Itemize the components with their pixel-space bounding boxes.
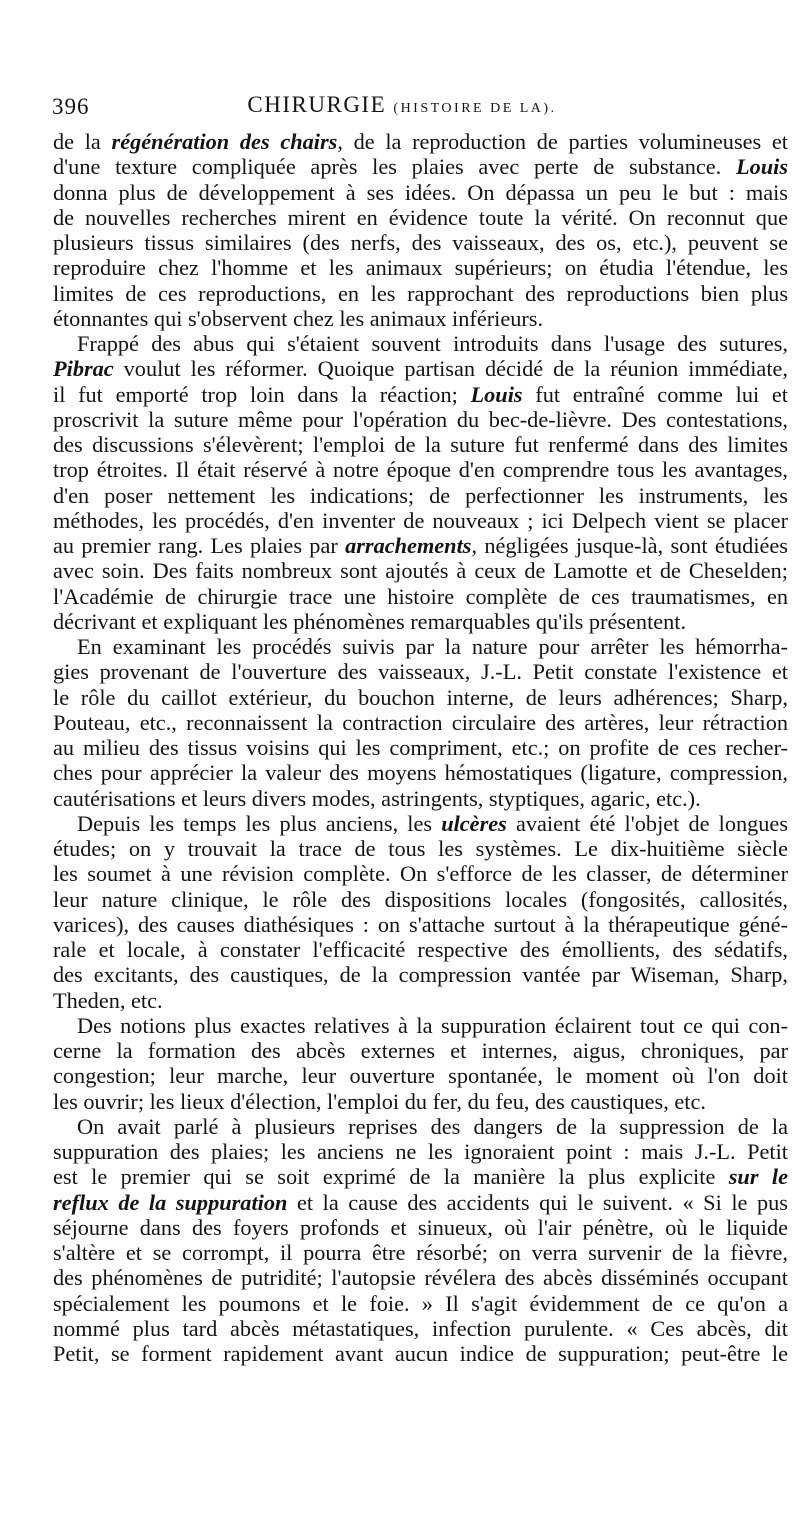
- text-run: voulut les réformer. Quoique partisan décidé de la réunion immédiate,: [113, 356, 788, 382]
- text-run: leur nature clinique, le rôle des dispositions locales (fongosités, callosités,: [53, 886, 788, 912]
- text-run: ches pour apprécier la valeur des moyens hémostatiques (ligature, compression,: [53, 760, 788, 786]
- text-line: [53, 836, 788, 861]
- text-line: [53, 306, 788, 331]
- text-line: [53, 230, 788, 255]
- text-line: [53, 962, 788, 987]
- text-run: On avait parlé à plusieurs reprises des dangers de la suppression de la: [77, 1113, 788, 1139]
- text-run: cautérisations et leurs divers modes, astringents, styptiques, agaric, etc.).: [53, 785, 701, 811]
- text-line: [53, 1013, 788, 1038]
- text-run: nommé plus tard abcès métastatiques, infection purulente. « Ces abcès, dit: [53, 1315, 788, 1341]
- italic-term: ulcères: [441, 810, 507, 836]
- chapter-subtitle: (HISTOIRE DE LA).: [393, 101, 557, 116]
- italic-term: Pibrac: [53, 356, 114, 382]
- text-run: il fut emporté trop loin dans la réaction;: [53, 381, 471, 407]
- text-line: [53, 1215, 788, 1240]
- text-line: [53, 861, 788, 886]
- text-line: [53, 1063, 788, 1088]
- text-run: cerne la formation des abcès externes et internes, aigus, chroniques, par: [53, 1038, 788, 1063]
- text-run: de nouvelles recherches mirent en évidence toute la vérité. On reconnut que: [53, 204, 788, 230]
- text-line: [53, 180, 788, 205]
- text-line: [53, 786, 788, 811]
- text-run: fut entraîné comme lui et: [522, 381, 788, 407]
- text-line: [53, 483, 788, 508]
- text-run: , négligées jusque-là, sont étudiées: [471, 533, 788, 558]
- text-run: Pouteau, etc., reconnaissent la contraction circulaire des artères, leur rétraction: [53, 709, 788, 735]
- text-run: de la: [53, 129, 112, 154]
- text-line: [53, 1139, 788, 1164]
- text-line: [53, 1089, 788, 1114]
- text-line: [53, 154, 788, 179]
- text-run: d'en poser nettement les indications; de perfectionner les instruments, les: [53, 482, 788, 508]
- text-run: avec soin. Des faits nombreux sont ajoutés à ceux de Lamotte et de Cheselden;: [53, 558, 788, 584]
- text-line: [53, 584, 788, 609]
- text-line: [53, 1164, 788, 1189]
- running-title: [52, 92, 752, 118]
- text-run: s'altère et se corrompt, il pourra être résorbé; on verra survenir de la fièvre,: [53, 1240, 788, 1265]
- text-run: trop étroites. Il était réservé à notre époque d'en comprendre tous les avantages,: [53, 457, 788, 483]
- text-run: Petit, se forment rapidement avant aucun indice de suppuration; peut-être le: [53, 1341, 788, 1366]
- text-line: [53, 685, 788, 710]
- text-run: des discussions s'élevèrent; l'emploi de la suture fut renfermé dans des limites: [53, 432, 788, 457]
- text-line: [53, 937, 788, 962]
- italic-term: régénération des chairs: [111, 129, 338, 154]
- text-line: [53, 205, 788, 230]
- text-line: [53, 1038, 788, 1063]
- text-run: Depuis les temps les plus anciens, les: [77, 810, 442, 836]
- text-line: [53, 1114, 788, 1139]
- text-run: gies provenant de l'ouverture des vaisseaux, J.-L. Petit constate l'existence et: [53, 659, 788, 685]
- chapter-title: CHIRURGIE: [247, 92, 387, 117]
- text-run: au premier rang. Les plaies par: [53, 533, 346, 558]
- body-text: [53, 129, 788, 1366]
- text-run: l'Académie de chirurgie trace une histoire complète de ces traumatismes, en: [53, 583, 788, 609]
- text-line: [53, 281, 788, 306]
- text-line: [53, 760, 788, 785]
- text-run: est le premier qui se soit exprimé de la manière la plus explicite: [53, 1164, 729, 1190]
- text-run: reproduire chez l'homme et les animaux supérieurs; on étudia l'étendue, les: [53, 255, 788, 281]
- italic-term: arrachements: [345, 533, 472, 558]
- text-run: méthodes, les procédés, d'en inventer de nouveaux ; ici Delpech vient se placer: [53, 507, 788, 533]
- text-run: d'une texture compliquée après les plaies avec perte de substance.: [53, 154, 736, 180]
- text-line: [53, 1341, 788, 1366]
- text-run: proscrivit la suture même pour l'opération du bec-de-lièvre. Des contestations,: [53, 406, 788, 432]
- text-run: rale et locale, à constater l'efficacité respective des émollients, des sédatifs,: [53, 937, 788, 962]
- text-line: [53, 912, 788, 937]
- text-line: [53, 887, 788, 912]
- italic-term: Louis: [470, 381, 523, 407]
- text-run: études; on y trouvait la trace de tous les systèmes. Le dix-huitième siècle: [53, 836, 788, 861]
- text-line: [53, 659, 788, 684]
- text-run: le rôle du caillot extérieur, du bouchon interne, de leurs adhérences; Sharp,: [53, 684, 788, 710]
- text-run: En examinant les procédés suivis par la nature pour arrêter les hémorrha-: [77, 634, 788, 659]
- text-run: spécialement les poumons et le foie. » Il s'agit évidemment de ce qu'on a: [53, 1290, 788, 1316]
- text-line: [53, 1291, 788, 1316]
- text-run: suppuration des plaies; les anciens ne les ignoraient point : mais J.-L. Petit: [53, 1139, 788, 1164]
- text-line: [53, 558, 788, 583]
- text-line: [53, 508, 788, 533]
- text-run: au milieu des tissus voisins qui les compriment, etc.; on profite de ces recher-: [53, 735, 788, 760]
- text-line: [53, 129, 788, 154]
- text-run: Frappé des abus qui s'étaient souvent introduits dans l'usage des sutures,: [77, 331, 788, 356]
- italic-term: reflux de la suppuration: [53, 1189, 288, 1215]
- text-line: [53, 1316, 788, 1341]
- text-run: avaient été l'objet de longues: [506, 810, 788, 836]
- text-run: donna plus de développement à ses idées. On dépassa un peu le but : mais: [53, 179, 788, 205]
- text-line: [53, 407, 788, 432]
- italic-term: sur le: [728, 1164, 789, 1190]
- text-run: décrivant et expliquant les phénomènes remarquables qu'ils présentent.: [53, 608, 687, 634]
- text-line: [53, 735, 788, 760]
- text-run: et la cause des accidents qui le suivent. « Si le pus: [287, 1189, 788, 1215]
- text-line: [53, 432, 788, 457]
- text-run: limites de ces reproductions, en les rapprochant des reproductions bien plus: [53, 280, 788, 306]
- text-run: plusieurs tissus similaires (des nerfs, des vaisseaux, des os, etc.), peuvent se: [53, 230, 788, 255]
- text-run: Des notions plus exactes relatives à la suppuration éclairent tout ce qui con-: [77, 1012, 788, 1038]
- text-run: des phénomènes de putridité; l'autopsie révélera des abcès disséminés occupant: [53, 1265, 788, 1291]
- text-line: [53, 710, 788, 735]
- text-line: [53, 1190, 788, 1215]
- italic-term: Louis: [735, 154, 788, 180]
- text-line: [53, 457, 788, 482]
- text-run: , de la reproduction de parties volumineuses et: [337, 129, 788, 154]
- text-run: séjourne dans des foyers profonds et sinueux, où l'air pénètre, où le liquide: [53, 1214, 788, 1240]
- text-line: [53, 331, 788, 356]
- text-run: Theden, etc.: [53, 987, 163, 1013]
- text-run: étonnantes qui s'observent chez les animaux inférieurs.: [53, 305, 544, 331]
- running-header: [52, 88, 752, 124]
- text-line: [53, 988, 788, 1013]
- text-run: les soumet à une révision complète. On s'efforce de les classer, de déterminer: [53, 861, 788, 887]
- text-run: des excitants, des caustiques, de la compression vantée par Wiseman, Sharp,: [53, 962, 788, 988]
- text-line: [53, 382, 788, 407]
- text-line: [53, 609, 788, 634]
- text-line: [53, 533, 788, 558]
- text-line: [53, 255, 788, 280]
- text-line: [53, 1265, 788, 1290]
- text-line: [53, 811, 788, 836]
- page-number: 396: [52, 94, 90, 119]
- text-line: [53, 634, 788, 659]
- text-run: congestion; leur marche, leur ouverture spontanée, le moment où l'on doit: [53, 1063, 788, 1089]
- text-line: [53, 1240, 788, 1265]
- text-line: [53, 356, 788, 381]
- text-run: varices), des causes diathésiques : on s'attache surtout à la thérapeutique géné-: [53, 911, 788, 937]
- text-run: les ouvrir; les lieux d'élection, l'emploi du fer, du feu, des caustiques, etc.: [53, 1088, 706, 1114]
